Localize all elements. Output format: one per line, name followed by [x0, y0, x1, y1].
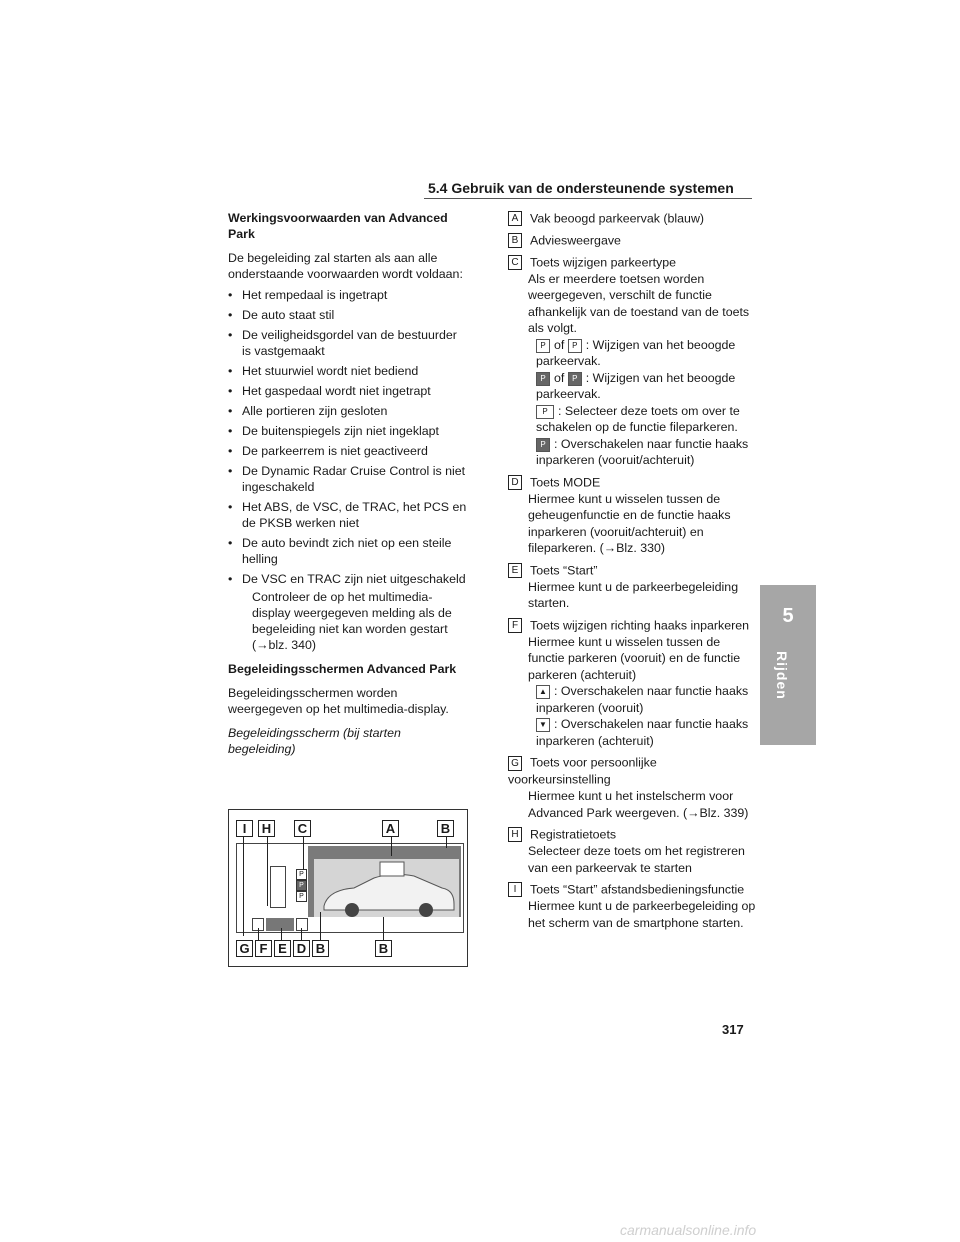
legend-entry-e — [508, 562, 758, 612]
legend-entry-f — [508, 617, 758, 749]
figure-label: E — [274, 940, 291, 957]
chapter-label: Rijden — [774, 651, 790, 700]
legend-entry-d — [508, 474, 758, 557]
legend-letter: E — [508, 563, 522, 578]
car-top-icon — [270, 866, 286, 908]
legend-desc: Hiermee kunt u wisselen tussen de functie parkeren (vooruit) en de functie parkeren (achteruit) — [528, 634, 741, 682]
legend-desc: Als er meerdere toetsen worden weergegeven, verschilt de functie afhankelijk van de toestand van de toets als volgt. — [528, 271, 750, 336]
figure-label: A — [382, 820, 399, 837]
figure-label: B — [437, 820, 454, 837]
legend-desc: Hiermee kunt u wisselen tussen de geheugenfunctie en de functie haaks inparkeren (vooruit/achteruit) en fileparkeren. (→Blz. 330) — [528, 491, 731, 556]
mode-button-graphic — [296, 918, 308, 931]
legend-entry-h — [508, 826, 758, 876]
legend-letter: A — [508, 211, 522, 226]
legend-letter: D — [508, 475, 522, 490]
list-item: • Alle portieren zijn gesloten — [228, 404, 388, 418]
chapter-side-tab — [760, 585, 816, 745]
section-header: 5.4 Gebruik van de ondersteunende systemen — [428, 180, 734, 196]
icon-line: ▼ : Overschakelen naar functie haaks inparkeren (achteruit) — [536, 717, 749, 748]
intro-text: De begeleiding zal starten als aan alle onderstaande voorwaarden wordt voldaan: — [228, 251, 463, 281]
parking-type-icon: P — [296, 869, 307, 880]
legend-entry-a — [508, 210, 758, 227]
figure-label: F — [255, 940, 272, 957]
legend-desc: Hiermee kunt u het instelscherm voor Advanced Park weergeven. (→Blz. 339) — [528, 789, 749, 820]
p-filled-small-icon: P — [568, 372, 582, 386]
list-item-note: Controleer de op het multimedia-display weergegeven melding als de begeleiding niet kan worden gestart (→blz. 340) — [252, 590, 452, 652]
figure-label: D — [293, 940, 310, 957]
p-small-icon: P — [568, 339, 582, 353]
legend-title: Toets “Start” afstandsbedieningsfunctie — [530, 882, 745, 897]
page-number: 317 — [722, 1022, 744, 1037]
legend-desc: Hiermee kunt u de parkeerbegeleiding op het scherm van de smartphone starten. — [528, 899, 756, 930]
list-item: • De veiligheidsgordel van de bestuurder is vastgemaakt — [228, 328, 457, 358]
legend-title: Toets wijzigen richting haaks inparkeren — [530, 618, 750, 633]
list-item: • Het rempedaal is ingetrapt — [228, 288, 388, 302]
start-button-graphic — [266, 918, 294, 931]
legend-title: Vak beoogd parkeervak (blauw) — [530, 211, 705, 226]
heading-conditions: Werkingsvoorwaarden van Advanced Park — [228, 211, 448, 241]
legend-letter: I — [508, 882, 522, 897]
right-column — [508, 210, 758, 936]
list-item: • De auto staat stil — [228, 308, 335, 322]
figure-label: B — [375, 940, 392, 957]
chapter-number: 5 — [782, 605, 794, 627]
list-item: • Het ABS, de VSC, de TRAC, het PCS en de PKSB werken niet — [228, 500, 467, 530]
icon-line: P of P : Wijzigen van het beoogde parkeervak. — [536, 337, 736, 369]
list-item: • Het stuurwiel wordt niet bediend — [228, 364, 419, 378]
icon-line: P of P : Wijzigen van het beoogde parkeervak. — [536, 370, 736, 402]
list-item: • Het gaspedaal wordt niet ingetrapt — [228, 384, 431, 398]
figure-label: G — [236, 940, 253, 957]
legend-desc: Hiermee kunt u de parkeerbegeleiding starten. — [528, 579, 739, 611]
icon-line: P : Overschakelen naar functie haaks inparkeren (vooruit/achteruit) — [536, 436, 749, 468]
figure-label: B — [312, 940, 329, 957]
conditions-list — [228, 287, 468, 653]
icon-line: ▲ : Overschakelen naar functie haaks inparkeren (vooruit) — [536, 684, 749, 715]
list-item: • De VSC en TRAC zijn niet uitgeschakeld Controleer de op het multimedia-display weergegeven melding als de begeleiding niet kan worden gestart (→blz. 340) — [228, 571, 468, 653]
legend-letter: F — [508, 618, 522, 633]
p-filled-icon: P — [536, 372, 550, 386]
legend-letter: C — [508, 255, 522, 270]
figure-caption: Begeleidingsscherm (bij starten begeleiding) — [228, 726, 401, 756]
forward-parking-icon: ▲ — [536, 685, 550, 699]
p-outline-icon: P — [536, 339, 550, 353]
legend-entry-c — [508, 254, 758, 469]
legend-title: Toets MODE — [530, 475, 601, 490]
legend-letter: G — [508, 756, 522, 771]
watermark: carmanualsonline.info — [620, 1222, 757, 1238]
legend-title: Toets wijzigen parkeertype — [530, 255, 677, 270]
car-illustration — [314, 860, 459, 917]
parking-type-icon: P — [296, 880, 307, 891]
legend-title: Toets voor persoonlijke voorkeursinstelling — [508, 755, 657, 787]
figure-label: I — [236, 820, 253, 837]
legend-desc: Selecteer deze toets om het registreren van een parkeervak te starten — [528, 844, 745, 875]
perpendicular-parking-icon: P — [536, 438, 550, 452]
list-item: • De buitenspiegels zijn niet ingeklapt — [228, 424, 439, 438]
legend-entry-i — [508, 881, 758, 931]
header-rule — [424, 198, 752, 199]
legend-letter: H — [508, 827, 522, 842]
left-column — [228, 210, 468, 762]
legend-entry-b — [508, 232, 758, 249]
list-item: • De Dynamic Radar Cruise Control is niet ingeschakeld — [228, 464, 466, 494]
list-item: • De parkeerrem is niet geactiveerd — [228, 444, 428, 458]
legend-title: Adviesweergave — [530, 233, 621, 248]
legend-title: Toets “Start” — [530, 563, 598, 578]
guidance-text: Begeleidingsschermen worden weergegeven op het multimedia-display. — [228, 686, 449, 716]
legend-title: Registratietoets — [530, 827, 617, 842]
reverse-parking-icon: ▼ — [536, 718, 550, 732]
figure-label: C — [294, 820, 311, 837]
heading-guidance-screens: Begeleidingsschermen Advanced Park — [228, 662, 457, 676]
icon-line: P : Selecteer deze toets om over te schakelen op de functie fileparkeren. — [536, 403, 740, 435]
list-item: • De auto bevindt zich niet op een steile helling — [228, 536, 452, 566]
parallel-parking-icon: P — [536, 405, 554, 419]
figure-label: H — [258, 820, 275, 837]
legend-entry-g — [508, 754, 758, 821]
legend-letter: B — [508, 233, 522, 248]
parking-type-icon: P — [296, 891, 307, 902]
